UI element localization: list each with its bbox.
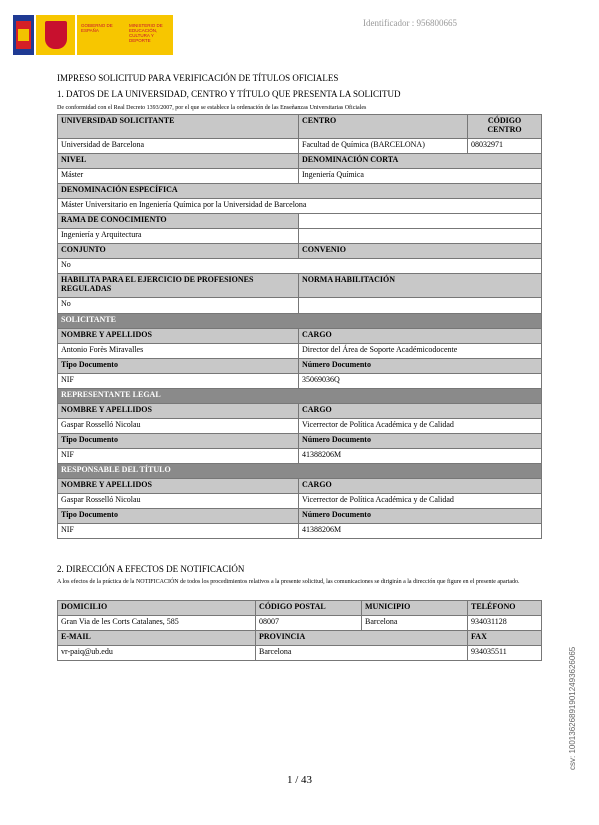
label-cargo: CARGO	[299, 329, 542, 344]
value-denominacion-corta: Ingeniería Química	[299, 169, 542, 184]
label-email: E-MAIL	[58, 631, 256, 646]
value-conjunto: No	[58, 259, 542, 274]
value-numero-documento: 41388206M	[299, 524, 542, 539]
university-table	[57, 114, 542, 539]
label-cargo: CARGO	[299, 479, 542, 494]
document-title: IMPRESO SOLICITUD PARA VERIFICACIÓN DE TÍTULOS OFICIALES	[57, 73, 339, 83]
value-provincia: Barcelona	[256, 646, 468, 661]
value-cargo: Director del Área de Soporte Académicodocente	[299, 344, 542, 359]
label-habilita: HABILITA PARA EL EJERCICIO DE PROFESIONES REGULADAS	[58, 274, 299, 298]
value-email: vr-paiq@ub.edu	[58, 646, 256, 661]
value-domicilio: Gran Via de les Corts Catalanes, 585	[58, 616, 256, 631]
label-numero-documento: Número Documento	[299, 359, 542, 374]
label-denominacion-corta: DENOMINACIÓN CORTA	[299, 154, 542, 169]
label-nombre: NOMBRE Y APELLIDOS	[58, 404, 299, 419]
value-cargo: Vicerrector de Política Académica y de Calidad	[299, 419, 542, 434]
value-tipo-documento: NIF	[58, 524, 299, 539]
value-denominacion-especifica: Máster Universitario en Ingeniería Química por la Universidad de Barcelona	[58, 199, 542, 214]
flag-icon	[13, 15, 34, 55]
value-fax: 934035511	[468, 646, 542, 661]
value-codigo-postal: 08007	[256, 616, 362, 631]
label-nivel: NIVEL	[58, 154, 299, 169]
logo-text-ministry: MINISTERIO DE EDUCACIÓN, CULTURA Y DEPORTE	[129, 23, 163, 43]
identificador: Identificador : 956800665	[363, 18, 457, 28]
label-domicilio: DOMICILIO	[58, 601, 256, 616]
label-telefono: TELÉFONO	[468, 601, 542, 616]
decree-text: De conformidad con el Real Decreto 1393/2007, por el que se establece la ordenación de las Enseñanzas Universitarias Oficiales	[57, 105, 367, 111]
label-provincia: PROVINCIA	[256, 631, 468, 646]
label-tipo-documento: Tipo Documento	[58, 434, 299, 449]
value-numero-documento: 35069036Q	[299, 374, 542, 389]
label-municipio: MUNICIPIO	[362, 601, 468, 616]
label-codigo-centro: CÓDIGO CENTRO	[468, 115, 542, 139]
value-nivel: Máster	[58, 169, 299, 184]
coat-of-arms-icon	[36, 15, 75, 55]
label-fax: FAX	[468, 631, 542, 646]
government-logo	[13, 15, 173, 55]
label-convenio: CONVENIO	[299, 244, 542, 259]
value-tipo-documento: NIF	[58, 374, 299, 389]
label-nombre: NOMBRE Y APELLIDOS	[58, 329, 299, 344]
label-cargo: CARGO	[299, 404, 542, 419]
value-telefono: 934031128	[468, 616, 542, 631]
empty-cell	[299, 214, 542, 229]
label-centro: CENTRO	[299, 115, 468, 139]
section-solicitante: SOLICITANTE	[58, 314, 542, 329]
label-nombre: NOMBRE Y APELLIDOS	[58, 479, 299, 494]
value-centro: Facultad de Química (BARCELONA)	[299, 139, 468, 154]
value-universidad: Universidad de Barcelona	[58, 139, 299, 154]
value-tipo-documento: NIF	[58, 449, 299, 464]
value-nombre: Gaspar Rosselló Nicolau	[58, 419, 299, 434]
csv-code: csv: 100136268919012493626065	[568, 646, 577, 770]
label-universidad: UNIVERSIDAD SOLICITANTE	[58, 115, 299, 139]
label-codigo-postal: CÓDIGO POSTAL	[256, 601, 362, 616]
label-tipo-documento: Tipo Documento	[58, 359, 299, 374]
value-habilita: No	[58, 298, 299, 314]
value-nombre: Antonio Forès Miravalles	[58, 344, 299, 359]
section-responsable: RESPONSABLE DEL TÍTULO	[58, 464, 542, 479]
label-denominacion-especifica: DENOMINACIÓN ESPECÍFICA	[58, 184, 542, 199]
section-representante: REPRESENTANTE LEGAL	[58, 389, 542, 404]
label-tipo-documento: Tipo Documento	[58, 509, 299, 524]
value-codigo-centro: 08032971	[468, 139, 542, 154]
value-rama: Ingeniería y Arquitectura	[58, 229, 299, 244]
label-rama: RAMA DE CONOCIMIENTO	[58, 214, 299, 229]
section1-title: 1. DATOS DE LA UNIVERSIDAD, CENTRO Y TÍTULO QUE PRESENTA LA SOLICITUD	[57, 89, 401, 99]
label-conjunto: CONJUNTO	[58, 244, 299, 259]
empty-cell	[299, 298, 542, 314]
logo-text-government: GOBIERNO DE ESPAÑA	[81, 23, 113, 33]
section2-title: 2. DIRECCIÓN A EFECTOS DE NOTIFICACIÓN	[57, 564, 245, 574]
page-number: 1 / 43	[286, 774, 313, 786]
notificacion-text: A los efectos de la práctica de la NOTIFICACIÓN de todos los procedimientos relativos a la presente solicitud, las comunicaciones se dirigirán a la dirección que figure en el presente apartado.	[57, 579, 520, 585]
label-numero-documento: Número Documento	[299, 509, 542, 524]
label-norma-habilitacion: NORMA HABILITACIÓN	[299, 274, 542, 298]
value-nombre: Gaspar Rosselló Nicolau	[58, 494, 299, 509]
empty-cell	[299, 229, 542, 244]
address-table	[57, 600, 542, 661]
value-numero-documento: 41388206M	[299, 449, 542, 464]
value-cargo: Vicerrector de Política Académica y de Calidad	[299, 494, 542, 509]
label-numero-documento: Número Documento	[299, 434, 542, 449]
value-municipio: Barcelona	[362, 616, 468, 631]
